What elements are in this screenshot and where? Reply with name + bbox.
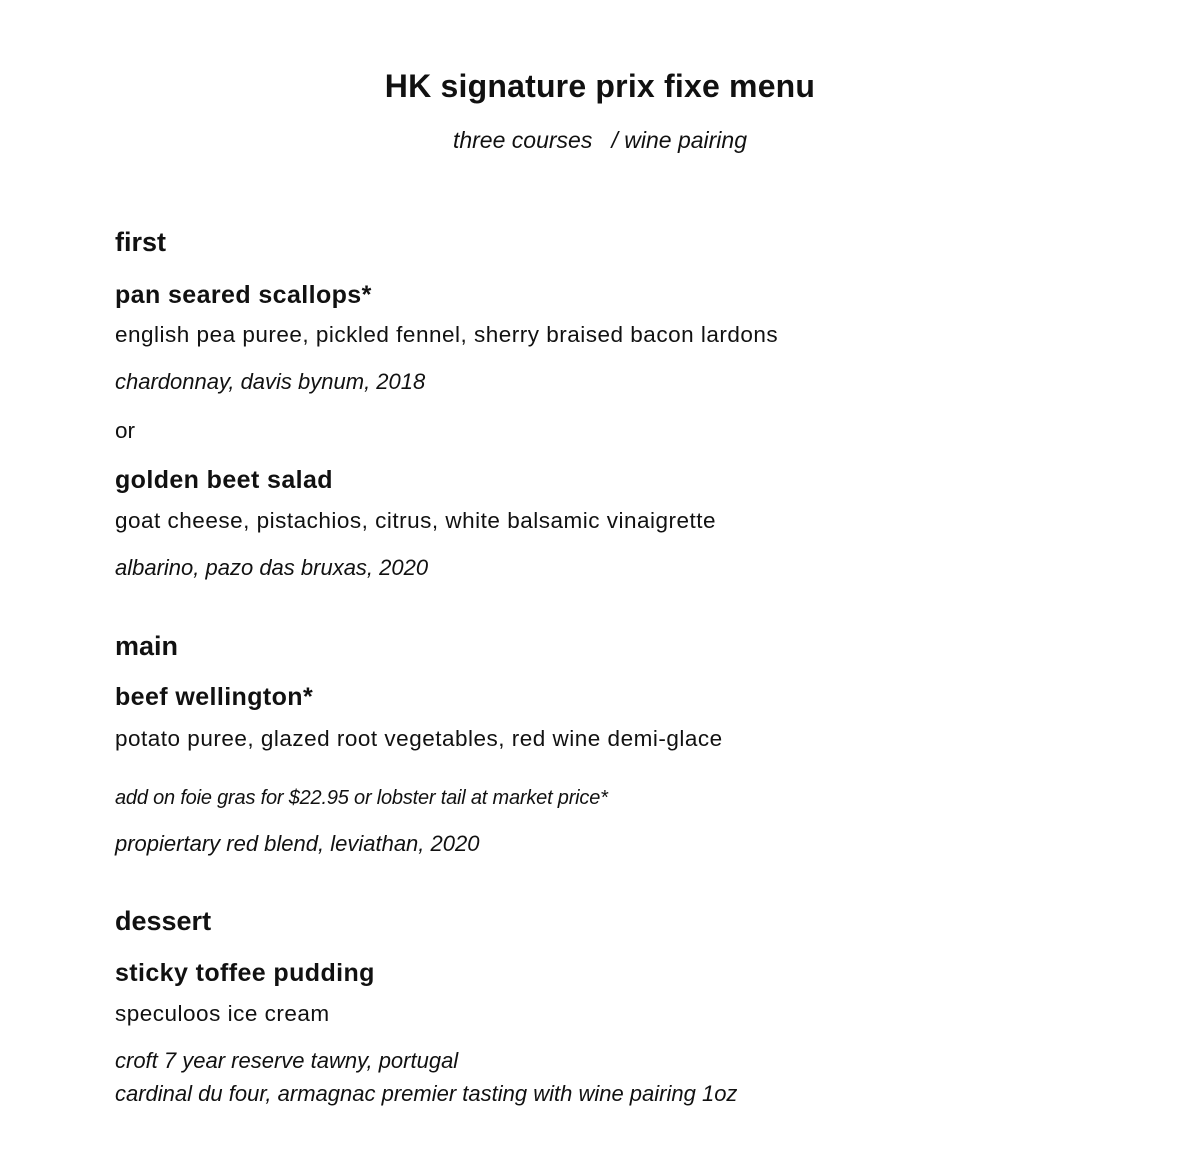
dish-name: pan seared scallops* — [115, 281, 372, 309]
dish-name: beef wellington* — [115, 683, 314, 711]
wine-pairing: chardonnay, davis bynum, 2018 — [115, 369, 426, 394]
dish-name: sticky toffee pudding — [115, 959, 375, 987]
wine-pairing: croft 7 year reserve tawny, portugal — [115, 1048, 459, 1073]
course-heading: dessert — [115, 906, 212, 936]
dish-addon-note: add on foie gras for $22.95 or lobster tail at market price* — [115, 787, 608, 809]
menu-subtitle: three courses / wine pairing — [452, 127, 748, 153]
dish-name: golden beet salad — [115, 466, 333, 494]
wine-pairing: albarino, pazo das bruxas, 2020 — [115, 555, 429, 580]
dish-description: speculoos ice cream — [115, 1001, 330, 1026]
course-heading: main — [115, 631, 179, 661]
course-heading: first — [115, 227, 167, 257]
wine-pairing-secondary: cardinal du four, armagnac premier tasting with wine pairing 1oz — [115, 1081, 738, 1106]
wine-pairing: propiertary red blend, leviathan, 2020 — [115, 831, 480, 856]
dish-description: potato puree, glazed root vegetables, red wine demi-glace — [115, 726, 723, 751]
menu-title: HK signature prix fixe menu — [384, 68, 816, 104]
dish-description: goat cheese, pistachios, citrus, white balsamic vinaigrette — [115, 508, 717, 533]
or-separator: or — [115, 418, 136, 443]
dish-description: english pea puree, pickled fennel, sherry braised bacon lardons — [115, 322, 779, 347]
